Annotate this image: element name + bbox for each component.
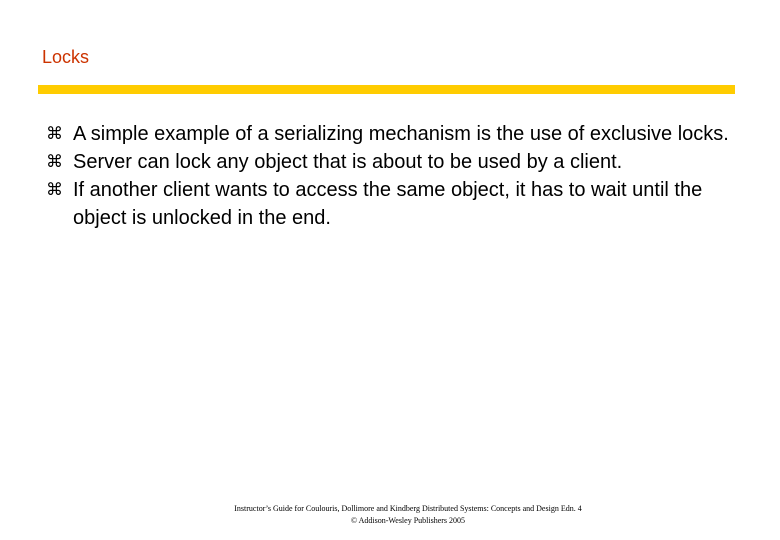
bullet-text: If another client wants to access the same object, it has to wait until the object is unlocked in the end.	[73, 179, 703, 229]
footer-credit: Instructor’s Guide for Coulouris, Dollimore and Kindberg Distributed Systems: Concepts and Design Edn. 4	[234, 504, 582, 513]
bullet-item	[46, 120, 746, 148]
command-key-icon: ⌘	[46, 152, 63, 172]
title-divider	[38, 85, 735, 94]
bullet-list	[46, 120, 746, 232]
slide-footer	[228, 503, 588, 527]
bullet-item	[46, 176, 746, 232]
bullet-item	[46, 148, 746, 176]
bullet-text: A simple example of a serializing mechanism is the use of exclusive locks.	[73, 123, 729, 145]
slide-title: Locks	[42, 47, 90, 67]
command-key-icon: ⌘	[46, 124, 63, 144]
bullet-text: Server can lock any object that is about to be used by a client.	[73, 151, 623, 173]
footer-copyright: © Addison-Wesley Publishers 2005	[350, 516, 466, 525]
command-key-icon: ⌘	[46, 180, 63, 200]
